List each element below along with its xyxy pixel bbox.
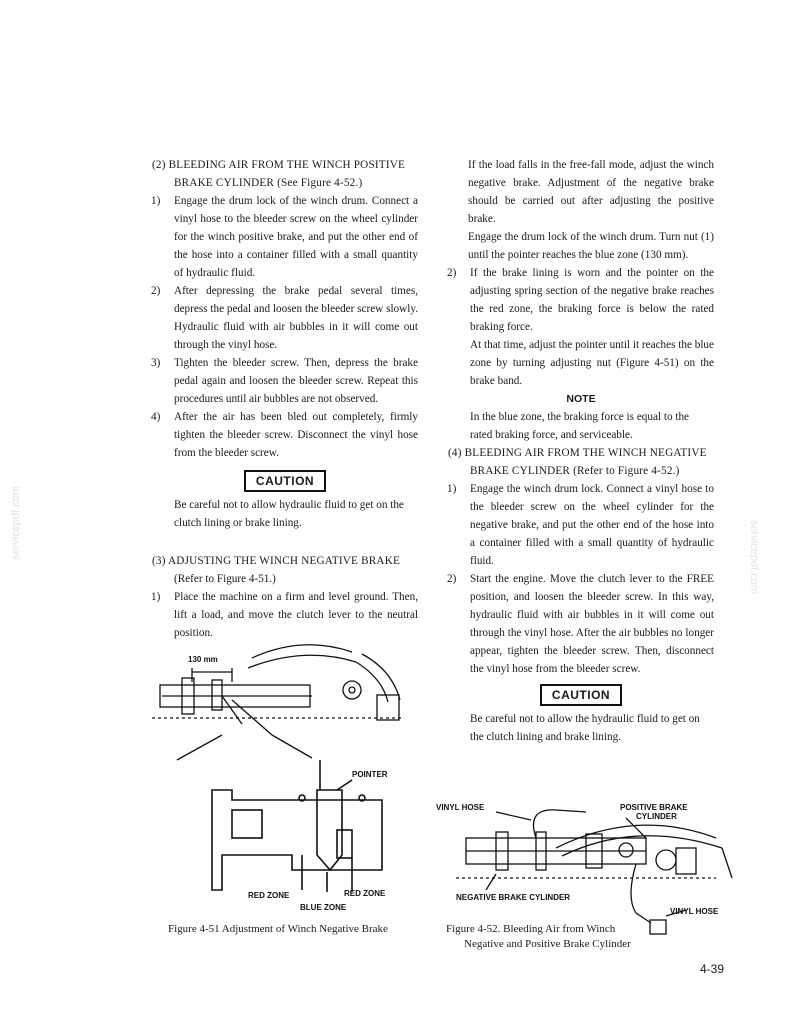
fig51-red-zone-left: RED ZONE (248, 891, 290, 900)
caution-box-left: CAUTION (244, 470, 326, 492)
watermark-left: servicepdf.com (10, 486, 22, 560)
caution-text-right: Be careful not to allow the hydraulic fluid to get on the clutch lining and brake lining. (470, 713, 700, 743)
watermark-right: servicepdf.com (748, 520, 760, 594)
fig51-dim-label: 130 mm (188, 655, 218, 664)
s4-step-1: 1) Engage the winch drum lock. Connect a vinyl hose to the bleeder screw on the wheel cylinder for the negative brake, and put the other end of the hose into a container filled with a small quantity of hydraulic fluid. (447, 483, 714, 567)
figure-4-51-caption: Figure 4-51 Adjustment of Winch Negative Brake (168, 923, 388, 935)
right-para-2: Engage the drum lock of the winch drum. Turn nut (1) until the pointer reaches the blue zone (130 mm). (468, 231, 714, 261)
note-text: In the blue zone, the braking force is equal to the rated braking force, and serviceable. (470, 411, 690, 441)
right-column (448, 156, 714, 746)
right-para-3: At that time, adjust the pointer until it reaches the blue zone by turning adjusting nut (Figure 4-51) on the brake band. (470, 339, 714, 387)
s4-step-2: 2) Start the engine. Move the clutch lever to the FREE position, and loosen the bleeder screw. In this way, hydraulic fluid with air bubbles in it will come out through the vinyl hose. After the air bubbles no longer appear, tighten the bleeder screw. Then, disconnect the vinyl hose from the bleeder screw. (447, 573, 714, 675)
section-3-ref: (Refer to Figure 4-51.) (174, 573, 276, 585)
s3-step-1: 1) Place the machine on a firm and level ground. Then, lift a load, and move the clutch lever to the neutral position. (151, 591, 418, 639)
figure-4-52-caption: Figure 4-52. Bleeding Air from Winch Negative and Positive Brake Cylinder (446, 923, 631, 950)
section-4-heading: (4) BLEEDING AIR FROM THE WINCH NEGATIVE BRAKE CYLINDER (Refer to Figure 4-52.) (448, 447, 707, 477)
fig52-positive-cyl-1: POSITIVE BRAKE (620, 803, 688, 812)
note-label: NOTE (566, 393, 596, 405)
fig52-positive-cyl-2: CYLINDER (636, 812, 677, 821)
s3-step-2: 2) If the brake lining is worn and the pointer on the adjusting spring section of the negative brake reaches the red zone, the braking force is below the rated braking force. (447, 267, 714, 333)
fig51-pointer-label: POINTER (352, 770, 388, 779)
caution-box-right: CAUTION (540, 684, 622, 706)
figure-4-51 (152, 640, 422, 915)
figure-4-52 (436, 798, 736, 938)
section-3-heading: (3) ADJUSTING THE WINCH NEGATIVE BRAKE (152, 555, 401, 567)
fig51-red-zone-right: RED ZONE (344, 889, 386, 898)
fig52-vinyl-hose-top: VINYL HOSE (436, 803, 485, 812)
left-column (152, 156, 418, 642)
fig51-blue-zone: BLUE ZONE (300, 903, 347, 912)
s2-step-1: 1) Engage the drum lock of the winch drum. Connect a vinyl hose to the bleeder screw on the wheel cylinder for the winch positive brake, and put the other end of the hose into a container filled with a small quantity of hydraulic fluid. (151, 195, 418, 279)
s2-step-3: 3) Tighten the bleeder screw. Then, depress the brake pedal again and loosen the bleeder screw. Repeat this procedures until air bubbles are not observed. (151, 357, 418, 405)
fig52-vinyl-hose-right: VINYL HOSE (670, 907, 719, 916)
fig52-negative-cyl: NEGATIVE BRAKE CYLINDER (456, 893, 571, 902)
s2-step-2: 2) After depressing the brake pedal several times, depress the pedal and loosen the bleeder screw slowly. Hydraulic fluid with air bubbles in it will come out through the vinyl hose. (151, 285, 418, 351)
right-para-1: If the load falls in the free-fall mode, adjust the winch negative brake. Adjustment of the negative brake should be carried out after adjusting the positive brake. (468, 159, 714, 225)
s2-step-4: 4) After the air has been bled out completely, firmly tighten the bleeder screw. Disconnect the vinyl hose from the bleeder screw. (151, 411, 418, 459)
page-number: 4-39 (700, 962, 725, 976)
section-2-ref: (See Figure 4-52.) (277, 177, 363, 189)
section-2-heading: (2) BLEEDING AIR FROM THE WINCH POSITIVE BRAKE CYLINDER (See Figure 4-52.) (152, 159, 406, 189)
caution-text-left: Be careful not to allow hydraulic fluid to get on the clutch lining or brake lining. (174, 499, 404, 529)
